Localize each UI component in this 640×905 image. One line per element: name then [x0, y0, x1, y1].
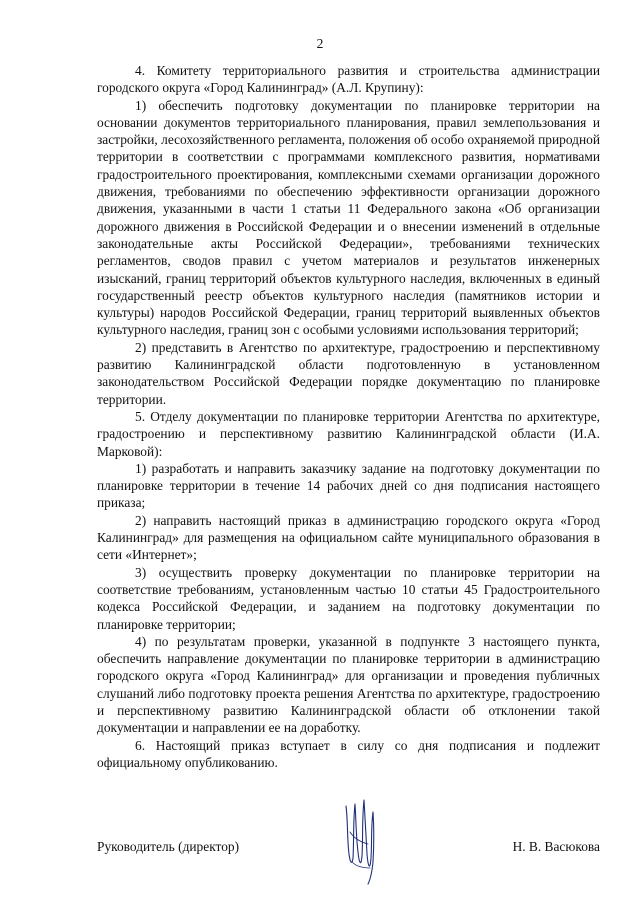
page-number: 2 — [316, 36, 324, 51]
paragraph-item-5-1: 1) разработать и направить заказчику задание на подготовку документации по планировке территории в течение 14 рабочих дней со дня подписания настоящего приказа; — [97, 460, 600, 511]
paragraph-item-4: 4. Комитету территориального развития и строительства администрации городского округа «Город Калининград» (А.Л. Крупину): — [97, 63, 600, 96]
signatory-name: Н. В. Васюкова — [512, 839, 600, 854]
paragraph-item-5-3: 3) осуществить проверку документации по планировке территории на соответствие требованиям, установленным частью 10 статьи 45 Градостроительного кодекса Российской Федерации, и заданием на подготовку документации по планировке территории; — [97, 564, 600, 632]
paragraph-item-5: 5. Отделу документации по планировке территории Агентства по архитектуре, градостроению и перспективному развитию Калининградской области (И.А. Марковой): — [97, 408, 600, 459]
signatory-position: Руководитель (директор) — [97, 839, 240, 854]
paragraph-item-5-4: 4) по результатам проверки, указанной в подпункте 3 настоящего пункта, обеспечить направление документации по планировке территории в администрацию городского округа «Город Калининград» для организации и проведения публичных слушаний либо подготовку проекта решения Агентства по архитектуре, градостроению и перспективному развитию Калининградской области об отклонении такой документации и направлении ее на доработку. — [97, 633, 600, 736]
document-body — [97, 62, 600, 771]
paragraph-item-5-2: 2) направить настоящий приказ в администрацию городского округа «Город Калининград» для размещения на официальном сайте муниципального образования в сети «Интернет»; — [97, 512, 600, 563]
paragraph-item-4-1: 1) обеспечить подготовку документации по планировке территории на основании документов территориального планирования, правил землепользования и застройки, лесохозяйственного регламента, положения об особо охраняемой природной территории в соответствии с программами комплексного развития, нормативами градостроительного проектирования, комплексными схемами организации дорожного движения, требованиями по обеспечению эффективности организации дорожного движения, указанными в части 1 статьи 11 Федерального закона «Об организации дорожного движения в Российской Федерации и о внесении изменений в отдельные законодательные акты Российской Федерации», требованиями технических регламентов, сводов правил с учетом материалов и результатов инженерных изысканий, границ территорий объектов культурного наследия, включенных в единый государственный реестр объектов культурного наследия (памятников истории и культуры) народов Российской Федерации, границ территорий выявленных объектов культурного наследия, границ зон с особыми условиями использования территорий; — [97, 97, 600, 338]
paragraph-item-6: 6. Настоящий приказ вступает в силу со дня подписания и подлежит официальному опубликованию. — [97, 737, 600, 770]
paragraph-item-4-2: 2) представить в Агентство по архитектуре, градостроению и перспективному развитию Калининградской области подготовленную в установленном законодательством Российской Федерации порядке документацию по планировке территории. — [97, 339, 600, 407]
signature-block — [97, 838, 600, 858]
